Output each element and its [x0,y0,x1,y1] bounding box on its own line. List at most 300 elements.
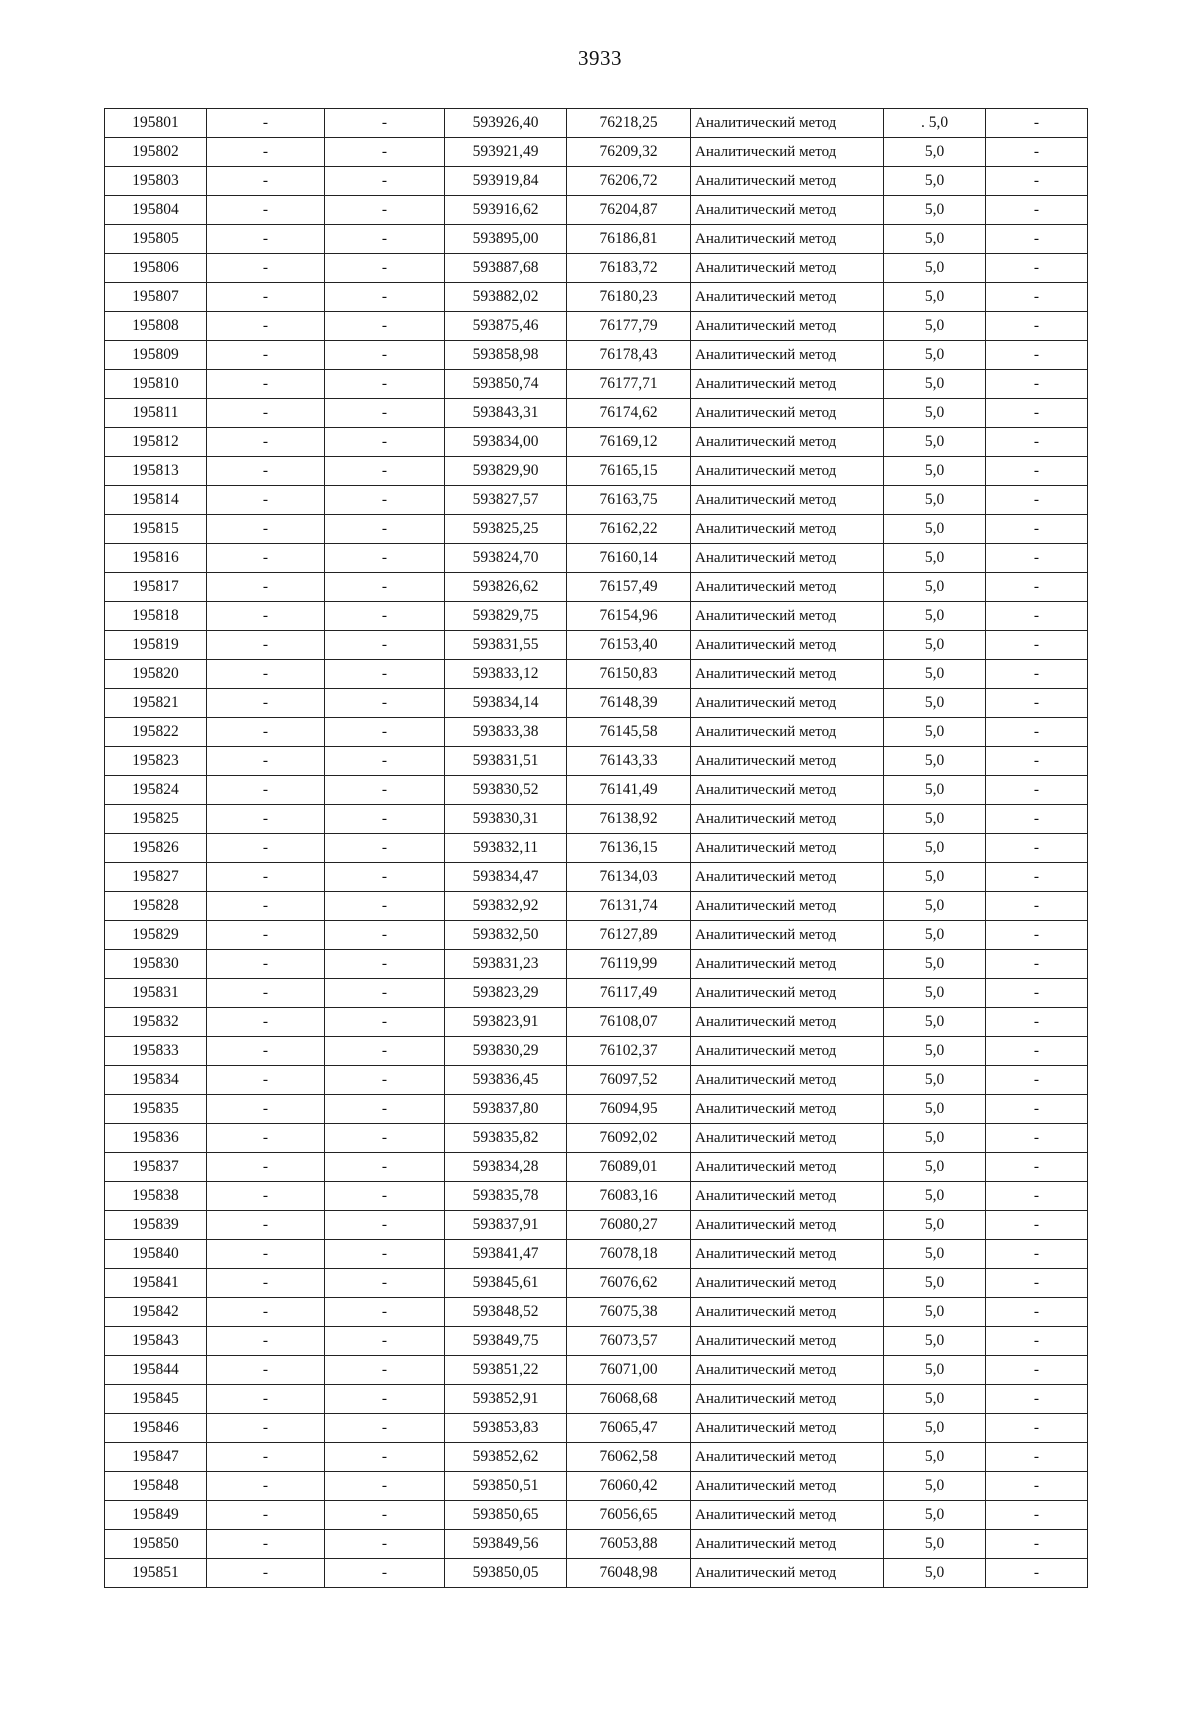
table-row [105,602,1088,631]
accuracy-cell: 5,0 [884,457,986,486]
method-cell: Аналитический метод [691,863,884,892]
dash-cell: - [986,283,1088,312]
method-cell: Аналитический метод [691,950,884,979]
table-row [105,1269,1088,1298]
dash-cell: - [325,225,445,254]
table-row [105,1559,1088,1588]
method-cell: Аналитический метод [691,979,884,1008]
accuracy-cell: 5,0 [884,863,986,892]
method-cell: Аналитический метод [691,1414,884,1443]
method-cell: Аналитический метод [691,1269,884,1298]
dash-cell: - [207,167,325,196]
method-cell: Аналитический метод [691,1472,884,1501]
y-coordinate-cell: 76150,83 [567,660,691,689]
point-id-cell: 195840 [105,1240,207,1269]
dash-cell: - [325,515,445,544]
dash-cell: - [207,225,325,254]
y-coordinate-cell: 76180,23 [567,283,691,312]
point-id-cell: 195844 [105,1356,207,1385]
accuracy-cell: 5,0 [884,1240,986,1269]
dash-cell: - [325,486,445,515]
dash-cell: - [986,660,1088,689]
dash-cell: - [325,950,445,979]
dash-cell: - [325,196,445,225]
accuracy-cell: 5,0 [884,921,986,950]
dash-cell: - [325,370,445,399]
dash-cell: - [986,1385,1088,1414]
accuracy-cell: 5,0 [884,283,986,312]
dash-cell: - [207,457,325,486]
dash-cell: - [325,1501,445,1530]
dash-cell: - [207,1385,325,1414]
table-row [105,370,1088,399]
point-id-cell: 195837 [105,1153,207,1182]
accuracy-cell: 5,0 [884,1356,986,1385]
method-cell: Аналитический метод [691,1559,884,1588]
dash-cell: - [325,1414,445,1443]
accuracy-cell: 5,0 [884,805,986,834]
dash-cell: - [207,109,325,138]
dash-cell: - [207,515,325,544]
accuracy-cell: 5,0 [884,1182,986,1211]
method-cell: Аналитический метод [691,1153,884,1182]
dash-cell: - [986,109,1088,138]
dash-cell: - [986,602,1088,631]
y-coordinate-cell: 76076,62 [567,1269,691,1298]
method-cell: Аналитический метод [691,1008,884,1037]
method-cell: Аналитический метод [691,1530,884,1559]
point-id-cell: 195803 [105,167,207,196]
dash-cell: - [986,921,1088,950]
method-cell: Аналитический метод [691,631,884,660]
x-coordinate-cell: 593827,57 [445,486,567,515]
point-id-cell: 195847 [105,1443,207,1472]
x-coordinate-cell: 593823,91 [445,1008,567,1037]
x-coordinate-cell: 593921,49 [445,138,567,167]
y-coordinate-cell: 76075,38 [567,1298,691,1327]
x-coordinate-cell: 593835,78 [445,1182,567,1211]
dash-cell: - [325,863,445,892]
dash-cell: - [207,1211,325,1240]
dash-cell: - [986,370,1088,399]
dash-cell: - [207,1559,325,1588]
method-cell: Аналитический метод [691,370,884,399]
accuracy-cell: 5,0 [884,1443,986,1472]
x-coordinate-cell: 593841,47 [445,1240,567,1269]
dash-cell: - [986,1240,1088,1269]
accuracy-cell: 5,0 [884,892,986,921]
dash-cell: - [207,718,325,747]
y-coordinate-cell: 76131,74 [567,892,691,921]
point-id-cell: 195838 [105,1182,207,1211]
y-coordinate-cell: 76080,27 [567,1211,691,1240]
point-id-cell: 195843 [105,1327,207,1356]
accuracy-cell: 5,0 [884,1008,986,1037]
dash-cell: - [207,689,325,718]
x-coordinate-cell: 593834,47 [445,863,567,892]
dash-cell: - [986,950,1088,979]
y-coordinate-cell: 76127,89 [567,921,691,950]
method-cell: Аналитический метод [691,109,884,138]
table-row [105,428,1088,457]
y-coordinate-cell: 76108,07 [567,1008,691,1037]
method-cell: Аналитический метод [691,167,884,196]
dash-cell: - [986,631,1088,660]
table-body [105,109,1088,1588]
table-row [105,747,1088,776]
dash-cell: - [986,1356,1088,1385]
y-coordinate-cell: 76143,33 [567,747,691,776]
point-id-cell: 195836 [105,1124,207,1153]
dash-cell: - [207,1240,325,1269]
dash-cell: - [207,370,325,399]
x-coordinate-cell: 593826,62 [445,573,567,602]
dash-cell: - [207,196,325,225]
dash-cell: - [207,1414,325,1443]
accuracy-cell: 5,0 [884,167,986,196]
dash-cell: - [325,689,445,718]
dash-cell: - [325,1443,445,1472]
y-coordinate-cell: 76178,43 [567,341,691,370]
x-coordinate-cell: 593916,62 [445,196,567,225]
dash-cell: - [986,399,1088,428]
point-id-cell: 195839 [105,1211,207,1240]
dash-cell: - [207,1443,325,1472]
dash-cell: - [986,689,1088,718]
point-id-cell: 195823 [105,747,207,776]
dash-cell: - [325,283,445,312]
y-coordinate-cell: 76102,37 [567,1037,691,1066]
x-coordinate-cell: 593851,22 [445,1356,567,1385]
table-row [105,341,1088,370]
dash-cell: - [986,747,1088,776]
table-row [105,1298,1088,1327]
table-row [105,1240,1088,1269]
dash-cell: - [986,892,1088,921]
dash-cell: - [986,457,1088,486]
method-cell: Аналитический метод [691,341,884,370]
x-coordinate-cell: 593845,61 [445,1269,567,1298]
point-id-cell: 195801 [105,109,207,138]
accuracy-cell: 5,0 [884,689,986,718]
accuracy-cell: 5,0 [884,1095,986,1124]
dash-cell: - [207,1472,325,1501]
x-coordinate-cell: 593853,83 [445,1414,567,1443]
dash-cell: - [986,1530,1088,1559]
dash-cell: - [325,921,445,950]
dash-cell: - [325,1037,445,1066]
method-cell: Аналитический метод [691,283,884,312]
method-cell: Аналитический метод [691,225,884,254]
table-row [105,689,1088,718]
dash-cell: - [986,254,1088,283]
accuracy-cell: 5,0 [884,515,986,544]
method-cell: Аналитический метод [691,1211,884,1240]
x-coordinate-cell: 593834,00 [445,428,567,457]
accuracy-cell: 5,0 [884,1501,986,1530]
y-coordinate-cell: 76186,81 [567,225,691,254]
point-id-cell: 195829 [105,921,207,950]
x-coordinate-cell: 593830,31 [445,805,567,834]
dash-cell: - [325,776,445,805]
dash-cell: - [207,283,325,312]
method-cell: Аналитический метод [691,1327,884,1356]
x-coordinate-cell: 593875,46 [445,312,567,341]
point-id-cell: 195820 [105,660,207,689]
point-id-cell: 195835 [105,1095,207,1124]
table-row [105,1153,1088,1182]
dash-cell: - [207,950,325,979]
point-id-cell: 195815 [105,515,207,544]
dash-cell: - [986,1211,1088,1240]
table-row [105,1356,1088,1385]
y-coordinate-cell: 76160,14 [567,544,691,573]
accuracy-cell: 5,0 [884,747,986,776]
point-id-cell: 195828 [105,892,207,921]
table-row [105,1211,1088,1240]
table-row [105,109,1088,138]
x-coordinate-cell: 593836,45 [445,1066,567,1095]
method-cell: Аналитический метод [691,515,884,544]
table-row [105,979,1088,1008]
x-coordinate-cell: 593831,55 [445,631,567,660]
method-cell: Аналитический метод [691,254,884,283]
x-coordinate-cell: 593832,11 [445,834,567,863]
dash-cell: - [986,1124,1088,1153]
accuracy-cell: 5,0 [884,1124,986,1153]
point-id-cell: 195812 [105,428,207,457]
accuracy-cell: 5,0 [884,486,986,515]
dash-cell: - [207,1298,325,1327]
x-coordinate-cell: 593825,25 [445,515,567,544]
method-cell: Аналитический метод [691,1095,884,1124]
x-coordinate-cell: 593831,51 [445,747,567,776]
dash-cell: - [207,1501,325,1530]
y-coordinate-cell: 76163,75 [567,486,691,515]
method-cell: Аналитический метод [691,834,884,863]
dash-cell: - [986,138,1088,167]
x-coordinate-cell: 593829,75 [445,602,567,631]
point-id-cell: 195849 [105,1501,207,1530]
table-row [105,196,1088,225]
dash-cell: - [986,486,1088,515]
point-id-cell: 195824 [105,776,207,805]
point-id-cell: 195804 [105,196,207,225]
point-id-cell: 195813 [105,457,207,486]
point-id-cell: 195802 [105,138,207,167]
x-coordinate-cell: 593887,68 [445,254,567,283]
method-cell: Аналитический метод [691,892,884,921]
method-cell: Аналитический метод [691,1037,884,1066]
method-cell: Аналитический метод [691,399,884,428]
method-cell: Аналитический метод [691,544,884,573]
table-row [105,138,1088,167]
accuracy-cell: 5,0 [884,138,986,167]
accuracy-cell: 5,0 [884,1559,986,1588]
method-cell: Аналитический метод [691,1124,884,1153]
dash-cell: - [986,1414,1088,1443]
point-id-cell: 195818 [105,602,207,631]
dash-cell: - [986,1501,1088,1530]
table-row [105,950,1088,979]
table-row [105,457,1088,486]
accuracy-cell: 5,0 [884,573,986,602]
x-coordinate-cell: 593831,23 [445,950,567,979]
dash-cell: - [986,1153,1088,1182]
method-cell: Аналитический метод [691,428,884,457]
x-coordinate-cell: 593852,62 [445,1443,567,1472]
y-coordinate-cell: 76174,62 [567,399,691,428]
dash-cell: - [986,1327,1088,1356]
dash-cell: - [986,341,1088,370]
x-coordinate-cell: 593850,74 [445,370,567,399]
accuracy-cell: 5,0 [884,979,986,1008]
dash-cell: - [325,341,445,370]
table-row [105,660,1088,689]
dash-cell: - [986,573,1088,602]
point-id-cell: 195807 [105,283,207,312]
dash-cell: - [986,834,1088,863]
dash-cell: - [325,1356,445,1385]
table-row [105,1443,1088,1472]
dash-cell: - [325,428,445,457]
point-id-cell: 195845 [105,1385,207,1414]
dash-cell: - [207,660,325,689]
dash-cell: - [207,602,325,631]
x-coordinate-cell: 593833,38 [445,718,567,747]
table-row [105,399,1088,428]
y-coordinate-cell: 76157,49 [567,573,691,602]
y-coordinate-cell: 76138,92 [567,805,691,834]
point-id-cell: 195817 [105,573,207,602]
point-id-cell: 195822 [105,718,207,747]
point-id-cell: 195833 [105,1037,207,1066]
dash-cell: - [325,109,445,138]
dash-cell: - [986,544,1088,573]
table-row [105,283,1088,312]
dash-cell: - [986,1269,1088,1298]
dash-cell: - [325,544,445,573]
x-coordinate-cell: 593824,70 [445,544,567,573]
y-coordinate-cell: 76056,65 [567,1501,691,1530]
x-coordinate-cell: 593830,29 [445,1037,567,1066]
dash-cell: - [325,805,445,834]
table-row [105,1124,1088,1153]
dash-cell: - [986,1182,1088,1211]
method-cell: Аналитический метод [691,138,884,167]
dash-cell: - [986,312,1088,341]
table-row [105,776,1088,805]
y-coordinate-cell: 76068,68 [567,1385,691,1414]
y-coordinate-cell: 76177,79 [567,312,691,341]
x-coordinate-cell: 593832,50 [445,921,567,950]
dash-cell: - [325,1327,445,1356]
dash-cell: - [325,399,445,428]
dash-cell: - [207,1095,325,1124]
dash-cell: - [207,1356,325,1385]
accuracy-cell: 5,0 [884,776,986,805]
table-row [105,1501,1088,1530]
y-coordinate-cell: 76206,72 [567,167,691,196]
dash-cell: - [207,1327,325,1356]
x-coordinate-cell: 593919,84 [445,167,567,196]
dash-cell: - [325,718,445,747]
accuracy-cell: 5,0 [884,1298,986,1327]
method-cell: Аналитический метод [691,921,884,950]
table-row [105,1008,1088,1037]
x-coordinate-cell: 593926,40 [445,109,567,138]
dash-cell: - [325,834,445,863]
y-coordinate-cell: 76065,47 [567,1414,691,1443]
y-coordinate-cell: 76209,32 [567,138,691,167]
y-coordinate-cell: 76119,99 [567,950,691,979]
point-id-cell: 195816 [105,544,207,573]
dash-cell: - [325,1095,445,1124]
y-coordinate-cell: 76169,12 [567,428,691,457]
dash-cell: - [325,1182,445,1211]
dash-cell: - [325,747,445,776]
dash-cell: - [207,747,325,776]
point-id-cell: 195830 [105,950,207,979]
dash-cell: - [325,1530,445,1559]
dash-cell: - [325,312,445,341]
y-coordinate-cell: 76060,42 [567,1472,691,1501]
table-row [105,863,1088,892]
dash-cell: - [986,979,1088,1008]
y-coordinate-cell: 76078,18 [567,1240,691,1269]
y-coordinate-cell: 76136,15 [567,834,691,863]
dash-cell: - [207,1153,325,1182]
dash-cell: - [207,921,325,950]
point-id-cell: 195827 [105,863,207,892]
accuracy-cell: 5,0 [884,428,986,457]
method-cell: Аналитический метод [691,805,884,834]
x-coordinate-cell: 593843,31 [445,399,567,428]
dash-cell: - [207,892,325,921]
y-coordinate-cell: 76134,03 [567,863,691,892]
x-coordinate-cell: 593849,75 [445,1327,567,1356]
dash-cell: - [325,254,445,283]
point-id-cell: 195826 [105,834,207,863]
dash-cell: - [986,515,1088,544]
accuracy-cell: 5,0 [884,602,986,631]
dash-cell: - [207,544,325,573]
accuracy-cell: 5,0 [884,1327,986,1356]
point-id-cell: 195805 [105,225,207,254]
dash-cell: - [207,1037,325,1066]
y-coordinate-cell: 76148,39 [567,689,691,718]
dash-cell: - [986,1008,1088,1037]
dash-cell: - [325,1008,445,1037]
table-row [105,631,1088,660]
accuracy-cell: 5,0 [884,1211,986,1240]
y-coordinate-cell: 76218,25 [567,109,691,138]
dash-cell: - [986,1066,1088,1095]
dash-cell: - [207,776,325,805]
method-cell: Аналитический метод [691,689,884,718]
table-row [105,1530,1088,1559]
x-coordinate-cell: 593882,02 [445,283,567,312]
dash-cell: - [325,1240,445,1269]
dash-cell: - [207,573,325,602]
point-id-cell: 195819 [105,631,207,660]
x-coordinate-cell: 593837,80 [445,1095,567,1124]
accuracy-cell: 5,0 [884,1414,986,1443]
y-coordinate-cell: 76154,96 [567,602,691,631]
method-cell: Аналитический метод [691,1356,884,1385]
table-row [105,254,1088,283]
table-row [105,1037,1088,1066]
